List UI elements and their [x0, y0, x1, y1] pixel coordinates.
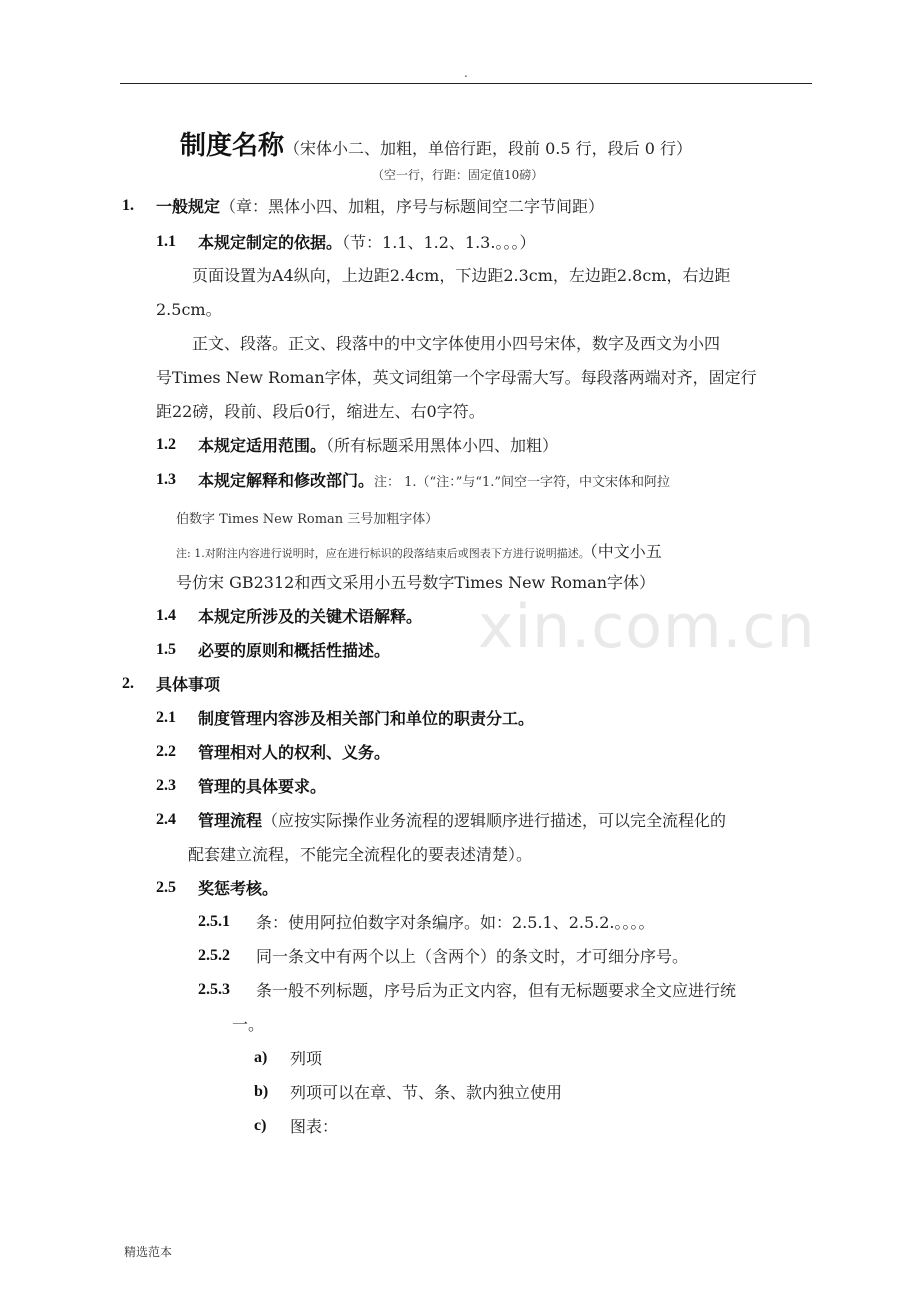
article-number: 2.5.1: [198, 913, 230, 930]
title-format-note: （宋体小二、加粗，单倍行距，段前 0.5 行，段后 0 行）: [284, 139, 692, 158]
chapter-2-title: 具体事项: [156, 675, 221, 694]
section-number: 1.1: [156, 233, 176, 250]
section-2-1-title: 制度管理内容涉及相关部门和单位的职责分工。: [198, 709, 535, 728]
section-1-5-title: 必要的原则和概括性描述。: [198, 641, 391, 660]
chapter-2-heading: [122, 673, 134, 693]
section-number: 1.5: [156, 641, 176, 658]
article-number: 2.5.2: [198, 947, 230, 964]
body-paragraph-2-line-1: 正文、段落。正文、段落中的中文字体使用小四号宋体，数字及西文为小四: [192, 334, 721, 353]
section-1-2: [156, 434, 176, 454]
list-item-c-text: 图表：: [290, 1117, 339, 1136]
document-title: [180, 125, 692, 162]
chapter-number: 1.: [122, 197, 134, 214]
section-format-note: （所有标题采用黑体小四、加粗）: [326, 436, 559, 455]
article-2-5-2: [198, 945, 230, 965]
section-2-5-title: 奖惩考核。: [198, 879, 279, 898]
body-paragraph-2-line-3: 距22磅，段前、段后0行，缩进左、右0字符。: [156, 402, 485, 421]
list-item-b-label: [254, 1081, 268, 1101]
chapter-number: 2.: [122, 675, 134, 692]
article-2-5-3-text-line-2: 一。: [232, 1015, 265, 1034]
article-number: 2.5.3: [198, 981, 230, 998]
section-format-note: （应按实际操作业务流程的逻辑顺序进行描述，可以完全流程化的: [262, 811, 727, 830]
body-paragraph-1-line-2: 2.5cm。: [156, 300, 222, 319]
chapter-1-heading: [122, 195, 134, 215]
section-number: 2.5: [156, 879, 176, 896]
list-item-b-text: 列项可以在章、节、条、款内独立使用: [290, 1083, 563, 1102]
list-label: b): [254, 1083, 269, 1100]
list-label: c): [254, 1117, 267, 1134]
body-paragraph-1-line-1: 页面设置为A4纵向，上边距2.4cm，下边距2.3cm，左边距2.8cm，右边距: [192, 266, 731, 285]
annotation-example-format: （中文小五: [589, 542, 662, 561]
section-1-4: [156, 605, 176, 625]
section-title: 管理流程: [198, 811, 263, 830]
section-number: 2.1: [156, 709, 176, 726]
section-1-4-title: 本规定所涉及的关键术语解释。: [198, 607, 423, 626]
annotation-note-line-2: 伯数字 Times New Roman 三号加粗字体）: [176, 512, 439, 527]
section-2-4-note-line-2: 配套建立流程，不能完全流程化的要表述清楚）。: [188, 845, 533, 864]
list-item-c-label: [254, 1115, 266, 1135]
section-number: 2.3: [156, 777, 176, 794]
list-item-a-text: 列项: [290, 1049, 323, 1068]
section-2-3: [156, 775, 176, 795]
section-2-2-title: 管理相对人的权利、义务。: [198, 743, 391, 762]
list-label: a): [254, 1049, 268, 1066]
section-1-1-title: [198, 230, 535, 253]
annotation-note: 注： 1.（“注：”与“1.”间空一字符，中文宋体和阿拉: [374, 475, 671, 490]
section-number: 1.4: [156, 607, 176, 624]
section-2-4: [156, 809, 176, 829]
section-1-1: [156, 231, 176, 251]
article-2-5-1: [198, 911, 230, 931]
section-1-5: [156, 639, 176, 659]
article-2-5-3: [198, 979, 230, 999]
section-1-3: [156, 469, 176, 489]
page-footer: 精选范本: [124, 1245, 173, 1259]
article-2-5-1-text: 条：使用阿拉伯数字对条编序。如：2.5.1、2.5.2.。。。。: [256, 913, 655, 932]
section-2-3-title: 管理的具体要求。: [198, 777, 327, 796]
list-item-a-label: [254, 1047, 267, 1067]
section-2-1: [156, 707, 176, 727]
section-format-note: （节：1.1、1.2、1.3.。。。）: [342, 233, 536, 252]
header-rule: [120, 83, 812, 84]
chapter-title: 一般规定: [156, 197, 221, 216]
body-paragraph-2-line-2: 号Times New Roman字体，英文词组第一个字母需大写。每段落两端对齐，固定行: [156, 368, 757, 387]
header-dot: .: [464, 66, 468, 80]
annotation-example: [176, 539, 662, 562]
chapter-format-note: （章：黑体小四、加粗，序号与标题间空二字节间距）: [220, 197, 605, 216]
section-2-4-title: [198, 808, 726, 831]
section-2-2: [156, 741, 176, 761]
section-number: 1.2: [156, 436, 176, 453]
spacing-note: （空一行，行距：固定值10磅）: [372, 168, 544, 182]
section-title: 本规定制定的依据。: [198, 233, 343, 252]
article-2-5-3-text-line-1: 条一般不列标题，序号后为正文内容，但有无标题要求全文应进行统: [256, 981, 737, 1000]
title-main: 制度名称: [180, 131, 285, 161]
section-number: 1.3: [156, 471, 176, 488]
watermark: xin.com.cn: [478, 592, 816, 662]
section-title: 本规定适用范围。: [198, 436, 327, 455]
section-number: 2.4: [156, 811, 176, 828]
section-1-2-title: [198, 433, 558, 456]
chapter-1-title-line: [156, 194, 604, 217]
section-title: 本规定解释和修改部门。: [198, 471, 375, 490]
annotation-example-small: 注: 1.对附注内容进行说明时，应在进行标识的段落结束后或图表下方进行说明描述。: [176, 547, 590, 560]
section-1-3-title: [198, 468, 670, 491]
article-2-5-2-text: 同一条文中有两个以上（含两个）的条文时，才可细分序号。: [256, 947, 689, 966]
section-2-5: [156, 877, 176, 897]
section-number: 2.2: [156, 743, 176, 760]
annotation-example-line-2: 号仿宋 GB2312和西文采用小五号数字Times New Roman字体）: [176, 573, 656, 592]
